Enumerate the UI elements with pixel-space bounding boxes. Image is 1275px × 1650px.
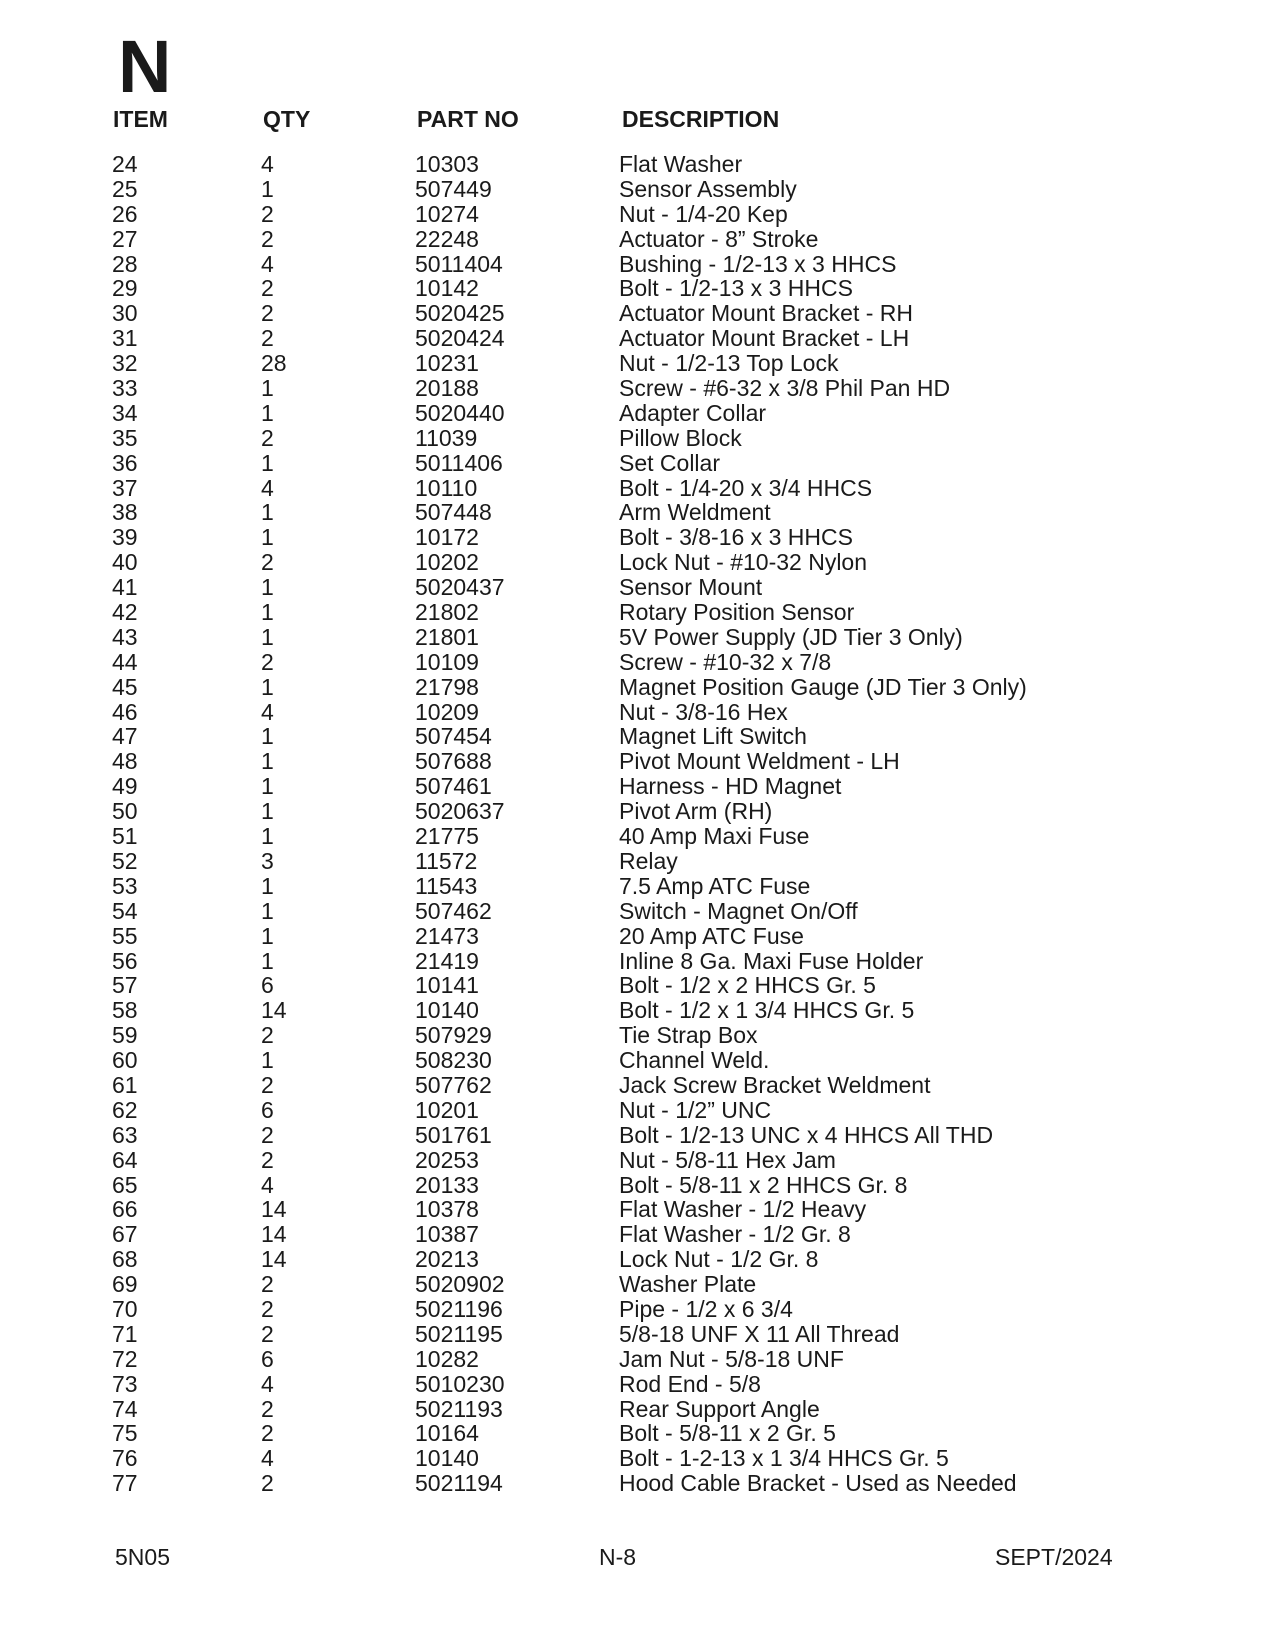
description-cell: Arm Weldment: [619, 499, 771, 526]
part-no-cell: 22248: [415, 225, 479, 252]
table-row: [0, 749, 1275, 774]
qty-cell: 4: [261, 1445, 274, 1472]
qty-cell: 1: [261, 897, 274, 924]
table-row: [0, 774, 1275, 799]
header-part-no: PART NO: [417, 106, 519, 132]
part-no-cell: 507448: [415, 499, 492, 526]
footer-doc-code: 5N05: [115, 1544, 170, 1570]
item-cell: 24: [112, 151, 138, 177]
table-row: [0, 924, 1275, 949]
part-no-cell: 10201: [415, 1096, 479, 1123]
description-cell: Harness - HD Magnet: [619, 773, 842, 800]
table-row: [0, 1421, 1275, 1446]
table-row: [0, 152, 1275, 177]
description-cell: Bushing - 1/2-13 x 3 HHCS: [619, 250, 897, 277]
item-cell: 64: [112, 1146, 138, 1173]
section-letter: N: [118, 25, 172, 108]
table-row: [0, 600, 1275, 625]
table-row: [0, 899, 1275, 924]
part-no-cell: 5020902: [415, 1271, 505, 1298]
item-cell: 52: [112, 847, 138, 874]
item-cell: 34: [112, 399, 138, 426]
table-row: [0, 1048, 1275, 1073]
table-row: [0, 1123, 1275, 1148]
description-cell: Bolt - 1/2-13 UNC x 4 HHCS All THD: [619, 1121, 994, 1148]
item-cell: 44: [112, 648, 138, 675]
item-cell: 30: [112, 300, 138, 327]
part-no-cell: 5020424: [415, 325, 505, 352]
qty-cell: 2: [261, 1146, 274, 1173]
part-no-cell: 5021193: [415, 1395, 503, 1422]
table-row: [0, 724, 1275, 749]
part-no-cell: 10282: [415, 1345, 479, 1372]
table-row: [0, 1397, 1275, 1422]
item-cell: 76: [112, 1445, 138, 1472]
item-cell: 73: [112, 1370, 138, 1397]
item-cell: 56: [112, 947, 138, 974]
qty-cell: 1: [261, 773, 274, 800]
table-row: [0, 1173, 1275, 1198]
qty-cell: 2: [261, 1295, 274, 1322]
table-row: [0, 675, 1275, 700]
part-no-cell: 5020437: [415, 574, 505, 601]
part-no-cell: 21801: [415, 623, 479, 650]
item-cell: 29: [112, 275, 138, 302]
description-cell: Bolt - 1/2 x 1 3/4 HHCS Gr. 5: [619, 997, 915, 1024]
table-row: [0, 874, 1275, 899]
table-row: [0, 326, 1275, 351]
part-no-cell: 21775: [415, 823, 479, 850]
item-cell: 41: [112, 574, 138, 601]
part-no-cell: 5020637: [415, 798, 505, 825]
part-no-cell: 507762: [415, 1071, 492, 1098]
part-no-cell: 10141: [415, 972, 479, 999]
table-row: [0, 973, 1275, 998]
description-cell: Relay: [619, 847, 678, 874]
item-cell: 27: [112, 225, 138, 252]
qty-cell: 1: [261, 499, 274, 526]
item-cell: 43: [112, 623, 138, 650]
qty-cell: 2: [261, 1420, 274, 1447]
item-cell: 77: [112, 1470, 138, 1497]
item-cell: 74: [112, 1395, 138, 1422]
part-no-cell: 20188: [415, 375, 479, 402]
description-cell: Actuator - 8” Stroke: [619, 225, 819, 252]
qty-cell: 14: [261, 997, 287, 1024]
description-cell: 7.5 Amp ATC Fuse: [619, 872, 811, 899]
description-cell: 20 Amp ATC Fuse: [619, 922, 804, 949]
description-cell: Nut - 3/8-16 Hex: [619, 698, 788, 725]
description-cell: Bolt - 1-2-13 x 1 3/4 HHCS Gr. 5: [619, 1445, 949, 1472]
description-cell: Rod End - 5/8: [619, 1370, 761, 1397]
item-cell: 63: [112, 1121, 138, 1148]
item-cell: 31: [112, 325, 138, 352]
part-no-cell: 10140: [415, 997, 479, 1024]
item-cell: 28: [112, 250, 138, 277]
table-row: [0, 625, 1275, 650]
table-row: [0, 276, 1275, 301]
item-cell: 75: [112, 1420, 138, 1447]
description-cell: Actuator Mount Bracket - LH: [619, 325, 910, 352]
item-cell: 61: [112, 1071, 138, 1098]
table-row: [0, 351, 1275, 376]
item-cell: 32: [112, 350, 138, 377]
part-no-cell: 10303: [415, 151, 479, 177]
item-cell: 45: [112, 673, 138, 700]
qty-cell: 1: [261, 524, 274, 551]
qty-cell: 1: [261, 449, 274, 476]
item-cell: 62: [112, 1096, 138, 1123]
description-cell: Channel Weld.: [619, 1047, 770, 1074]
qty-cell: 2: [261, 1320, 274, 1347]
description-cell: Pivot Arm (RH): [619, 798, 773, 825]
table-row: [0, 650, 1275, 675]
description-cell: Flat Washer - 1/2 Heavy: [619, 1196, 867, 1223]
description-cell: 5V Power Supply (JD Tier 3 Only): [619, 623, 963, 650]
table-row: [0, 1347, 1275, 1372]
part-no-cell: 507461: [415, 773, 492, 800]
item-cell: 38: [112, 499, 138, 526]
item-cell: 70: [112, 1295, 138, 1322]
description-cell: Screw - #10-32 x 7/8: [619, 648, 832, 675]
item-cell: 69: [112, 1271, 138, 1298]
table-row: [0, 575, 1275, 600]
table-row: [0, 525, 1275, 550]
qty-cell: 1: [261, 922, 274, 949]
table-row: [0, 202, 1275, 227]
item-cell: 39: [112, 524, 138, 551]
table-row: [0, 1073, 1275, 1098]
qty-cell: 1: [261, 175, 274, 202]
parts-table-body: [0, 152, 1275, 1496]
part-no-cell: 507929: [415, 1022, 492, 1049]
qty-cell: 2: [261, 648, 274, 675]
item-cell: 46: [112, 698, 138, 725]
part-no-cell: 10202: [415, 549, 479, 576]
part-no-cell: 5011406: [415, 449, 503, 476]
item-cell: 72: [112, 1345, 138, 1372]
item-cell: 25: [112, 175, 138, 202]
qty-cell: 1: [261, 823, 274, 850]
qty-cell: 2: [261, 1022, 274, 1049]
description-cell: Flat Washer: [619, 151, 743, 177]
qty-cell: 1: [261, 723, 274, 750]
description-cell: Pivot Mount Weldment - LH: [619, 748, 900, 775]
table-row: [0, 476, 1275, 501]
qty-cell: 14: [261, 1221, 287, 1248]
description-cell: Nut - 5/8-11 Hex Jam: [619, 1146, 836, 1173]
item-cell: 42: [112, 599, 138, 626]
parts-table-header: [0, 106, 1275, 136]
description-cell: Screw - #6-32 x 3/8 Phil Pan HD: [619, 375, 951, 402]
part-no-cell: 5010230: [415, 1370, 505, 1397]
part-no-cell: 5021194: [415, 1470, 503, 1497]
qty-cell: 2: [261, 1470, 274, 1497]
qty-cell: 6: [261, 1096, 274, 1123]
table-row: [0, 1272, 1275, 1297]
description-cell: Lock Nut - 1/2 Gr. 8: [619, 1246, 819, 1273]
table-row: [0, 1098, 1275, 1123]
description-cell: Inline 8 Ga. Maxi Fuse Holder: [619, 947, 924, 974]
qty-cell: 2: [261, 225, 274, 252]
table-row: [0, 824, 1275, 849]
description-cell: Rotary Position Sensor: [619, 599, 855, 626]
description-cell: Tie Strap Box: [619, 1022, 758, 1049]
table-row: [0, 849, 1275, 874]
qty-cell: 1: [261, 574, 274, 601]
part-no-cell: 5021196: [415, 1295, 503, 1322]
footer-date: SEPT/2024: [995, 1544, 1113, 1570]
qty-cell: 2: [261, 1121, 274, 1148]
description-cell: Sensor Assembly: [619, 175, 797, 202]
table-row: [0, 426, 1275, 451]
description-cell: Jack Screw Bracket Weldment: [619, 1071, 931, 1098]
table-row: [0, 500, 1275, 525]
description-cell: Sensor Mount: [619, 574, 763, 601]
description-cell: Rear Support Angle: [619, 1395, 820, 1422]
description-cell: 5/8-18 UNF X 11 All Thread: [619, 1320, 900, 1347]
qty-cell: 2: [261, 1071, 274, 1098]
part-no-cell: 10231: [415, 350, 479, 377]
description-cell: Bolt - 3/8-16 x 3 HHCS: [619, 524, 853, 551]
part-no-cell: 10142: [415, 275, 479, 302]
part-no-cell: 507462: [415, 897, 492, 924]
item-cell: 50: [112, 798, 138, 825]
qty-cell: 2: [261, 325, 274, 352]
description-cell: Magnet Position Gauge (JD Tier 3 Only): [619, 673, 1027, 700]
item-cell: 71: [112, 1320, 138, 1347]
qty-cell: 4: [261, 250, 274, 277]
item-cell: 54: [112, 897, 138, 924]
table-row: [0, 177, 1275, 202]
table-row: [0, 1023, 1275, 1048]
part-no-cell: 508230: [415, 1047, 492, 1074]
qty-cell: 4: [261, 151, 274, 177]
table-row: [0, 1297, 1275, 1322]
qty-cell: 1: [261, 399, 274, 426]
description-cell: Nut - 1/2-13 Top Lock: [619, 350, 839, 377]
description-cell: Washer Plate: [619, 1271, 757, 1298]
table-row: [0, 1148, 1275, 1173]
item-cell: 47: [112, 723, 138, 750]
table-row: [0, 301, 1275, 326]
qty-cell: 2: [261, 424, 274, 451]
description-cell: Nut - 1/4-20 Kep: [619, 200, 788, 227]
description-cell: Bolt - 1/2-13 x 3 HHCS: [619, 275, 853, 302]
table-row: [0, 1197, 1275, 1222]
qty-cell: 4: [261, 1171, 274, 1198]
part-no-cell: 20213: [415, 1246, 479, 1273]
part-no-cell: 11572: [415, 847, 478, 874]
description-cell: Flat Washer - 1/2 Gr. 8: [619, 1221, 851, 1248]
qty-cell: 6: [261, 1345, 274, 1372]
item-cell: 66: [112, 1196, 138, 1223]
qty-cell: 1: [261, 798, 274, 825]
qty-cell: 1: [261, 947, 274, 974]
item-cell: 48: [112, 748, 138, 775]
description-cell: Bolt - 1/4-20 x 3/4 HHCS: [619, 474, 873, 501]
description-cell: Pillow Block: [619, 424, 742, 451]
part-no-cell: 501761: [415, 1121, 492, 1148]
qty-cell: 6: [261, 972, 274, 999]
item-cell: 33: [112, 375, 138, 402]
qty-cell: 1: [261, 375, 274, 402]
table-row: [0, 799, 1275, 824]
part-no-cell: 10172: [415, 524, 479, 551]
qty-cell: 2: [261, 200, 274, 227]
qty-cell: 14: [261, 1246, 287, 1273]
table-row: [0, 1247, 1275, 1272]
qty-cell: 1: [261, 599, 274, 626]
qty-cell: 1: [261, 623, 274, 650]
qty-cell: 1: [261, 748, 274, 775]
item-cell: 49: [112, 773, 138, 800]
part-no-cell: 20133: [415, 1171, 479, 1198]
item-cell: 60: [112, 1047, 138, 1074]
description-cell: 40 Amp Maxi Fuse: [619, 823, 810, 850]
part-no-cell: 21802: [415, 599, 479, 626]
qty-cell: 1: [261, 1047, 274, 1074]
qty-cell: 2: [261, 300, 274, 327]
description-cell: Magnet Lift Switch: [619, 723, 807, 750]
description-cell: Bolt - 1/2 x 2 HHCS Gr. 5: [619, 972, 876, 999]
header-qty: QTY: [263, 106, 311, 132]
qty-cell: 2: [261, 1395, 274, 1422]
description-cell: Set Collar: [619, 449, 720, 476]
table-row: [0, 451, 1275, 476]
description-cell: Nut - 1/2” UNC: [619, 1096, 772, 1123]
table-row: [0, 700, 1275, 725]
item-cell: 55: [112, 922, 138, 949]
description-cell: Hood Cable Bracket - Used as Needed: [619, 1470, 1017, 1497]
qty-cell: 1: [261, 872, 274, 899]
part-no-cell: 10164: [415, 1420, 479, 1447]
table-row: [0, 949, 1275, 974]
table-row: [0, 1322, 1275, 1347]
part-no-cell: 21419: [415, 947, 479, 974]
item-cell: 36: [112, 449, 138, 476]
part-no-cell: 5020425: [415, 300, 505, 327]
item-cell: 65: [112, 1171, 138, 1198]
item-cell: 68: [112, 1246, 138, 1273]
qty-cell: 2: [261, 549, 274, 576]
description-cell: Switch - Magnet On/Off: [619, 897, 858, 924]
item-cell: 37: [112, 474, 138, 501]
description-cell: Bolt - 5/8-11 x 2 Gr. 5: [619, 1420, 836, 1447]
description-cell: Jam Nut - 5/8-18 UNF: [619, 1345, 844, 1372]
description-cell: Lock Nut - #10-32 Nylon: [619, 549, 868, 576]
qty-cell: 14: [261, 1196, 287, 1223]
item-cell: 35: [112, 424, 138, 451]
part-no-cell: 507454: [415, 723, 492, 750]
part-no-cell: 10140: [415, 1445, 479, 1472]
table-row: [0, 227, 1275, 252]
table-row: [0, 401, 1275, 426]
table-row: [0, 998, 1275, 1023]
part-no-cell: 10274: [415, 200, 479, 227]
table-row: [0, 376, 1275, 401]
header-description: DESCRIPTION: [622, 106, 780, 132]
description-cell: Bolt - 5/8-11 x 2 HHCS Gr. 8: [619, 1171, 908, 1198]
table-row: [0, 252, 1275, 277]
item-cell: 59: [112, 1022, 138, 1049]
qty-cell: 28: [261, 350, 287, 377]
description-cell: Actuator Mount Bracket - RH: [619, 300, 913, 327]
footer-page-number: N-8: [599, 1544, 637, 1570]
table-row: [0, 550, 1275, 575]
qty-cell: 2: [261, 1271, 274, 1298]
qty-cell: 3: [261, 847, 274, 874]
part-no-cell: 10378: [415, 1196, 479, 1223]
qty-cell: 1: [261, 673, 274, 700]
table-row: [0, 1471, 1275, 1496]
table-row: [0, 1446, 1275, 1471]
part-no-cell: 10387: [415, 1221, 479, 1248]
item-cell: 51: [112, 823, 138, 850]
item-cell: 57: [112, 972, 138, 999]
part-no-cell: 10109: [415, 648, 479, 675]
item-cell: 67: [112, 1221, 138, 1248]
qty-cell: 4: [261, 698, 274, 725]
item-cell: 53: [112, 872, 138, 899]
part-no-cell: 20253: [415, 1146, 479, 1173]
part-no-cell: 5011404: [415, 250, 503, 277]
qty-cell: 4: [261, 1370, 274, 1397]
description-cell: Pipe - 1/2 x 6 3/4: [619, 1295, 793, 1322]
item-cell: 26: [112, 200, 138, 227]
description-cell: Adapter Collar: [619, 399, 767, 426]
part-no-cell: 507449: [415, 175, 492, 202]
part-no-cell: 21798: [415, 673, 479, 700]
item-cell: 40: [112, 549, 138, 576]
part-no-cell: 507688: [415, 748, 492, 775]
part-no-cell: 11543: [415, 872, 478, 899]
qty-cell: 2: [261, 275, 274, 302]
table-row: [0, 1222, 1275, 1247]
qty-cell: 4: [261, 474, 274, 501]
part-no-cell: 5020440: [415, 399, 505, 426]
part-no-cell: 21473: [415, 922, 479, 949]
part-no-cell: 11039: [415, 424, 478, 451]
table-row: [0, 1372, 1275, 1397]
part-no-cell: 10110: [415, 474, 478, 501]
header-item: ITEM: [113, 106, 168, 132]
item-cell: 58: [112, 997, 138, 1024]
part-no-cell: 5021195: [415, 1320, 503, 1347]
part-no-cell: 10209: [415, 698, 479, 725]
